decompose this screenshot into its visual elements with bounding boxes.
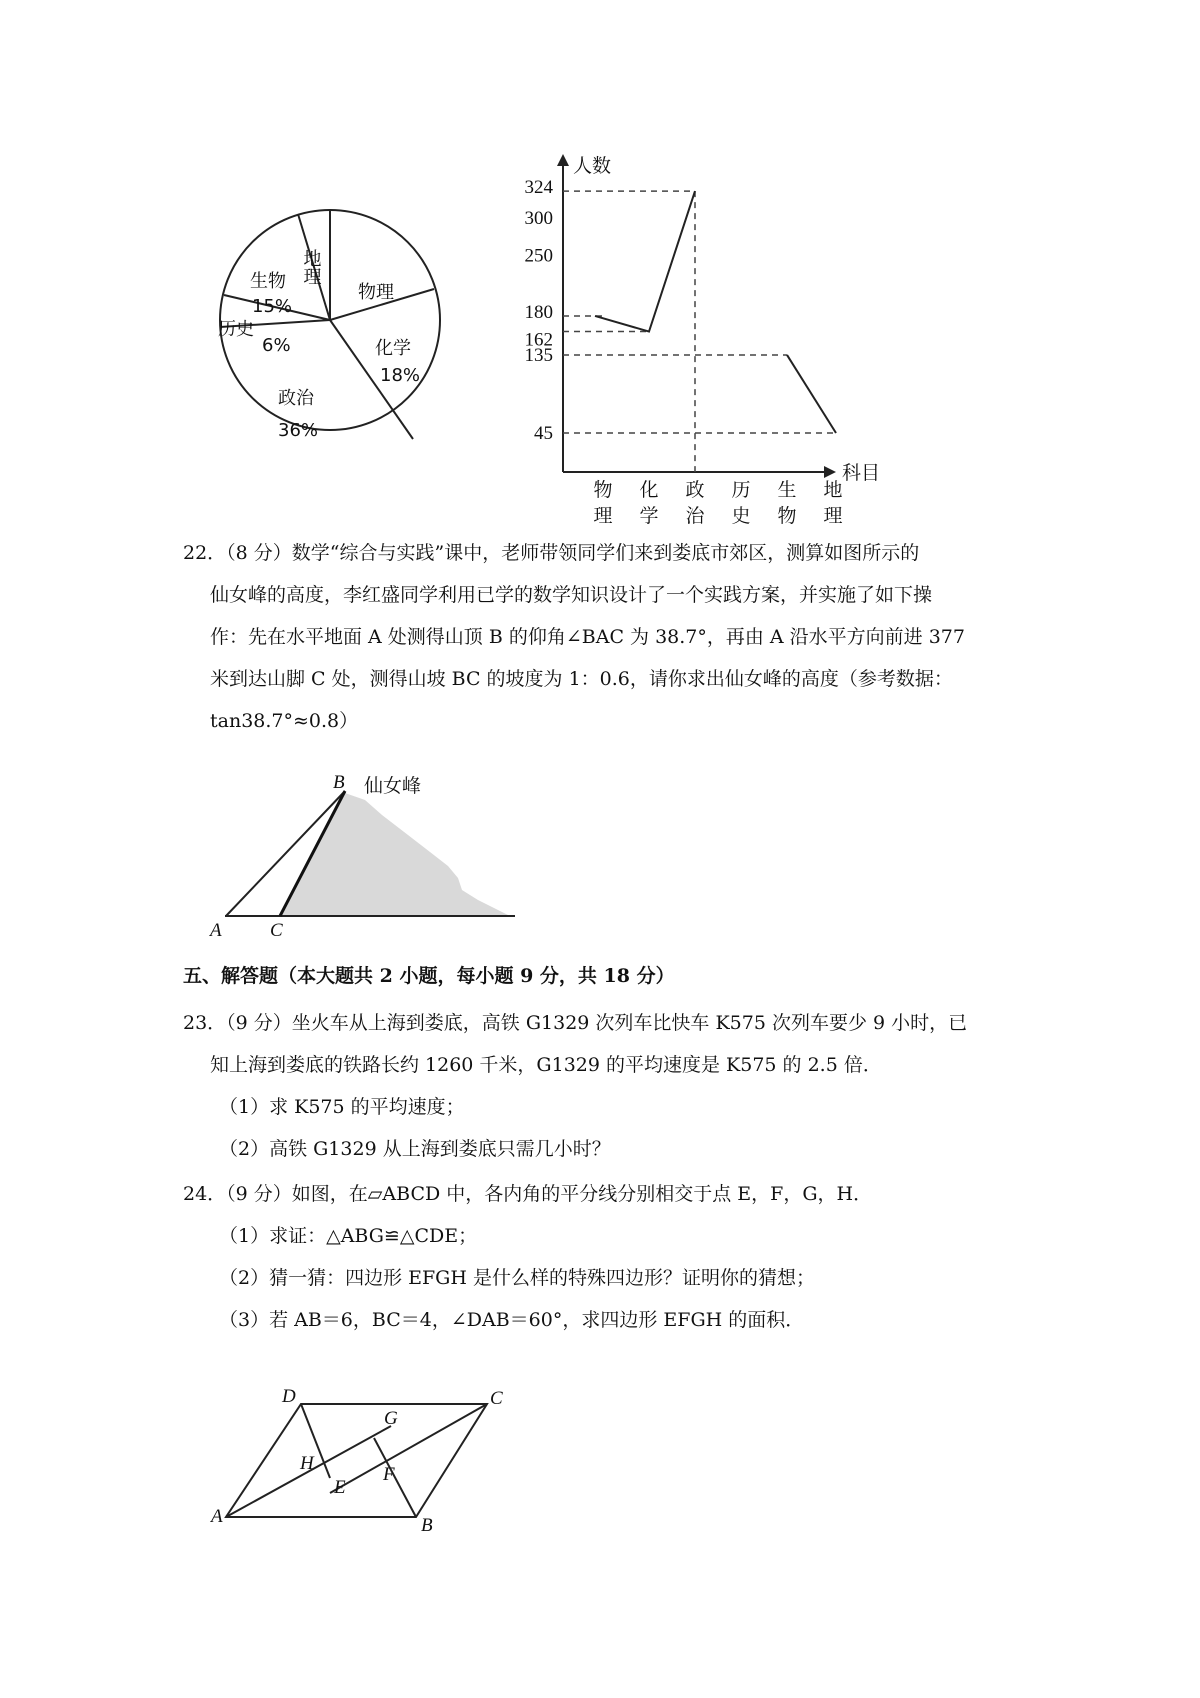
point-label-c: C: [270, 920, 283, 941]
q24-part-3: （3）若 AB＝6，BC＝4，∠DAB＝60°，求四边形 EFGH 的面积．: [219, 1309, 805, 1331]
label-c: C: [490, 1388, 503, 1409]
pie-pct-biology: 15%: [252, 296, 293, 317]
x-category-label: 地: [823, 479, 843, 501]
y-tick-label: 45: [534, 422, 553, 444]
x-category-label: 学: [639, 505, 659, 527]
y-tick-label: 135: [524, 344, 553, 366]
point-label-a: A: [210, 920, 222, 941]
pie-chart: [200, 200, 440, 440]
q23-line-1: 23．（9 分）坐火车从上海到娄底，高铁 G1329 次列车比快车 K575 次列车要少 9 小时，已: [183, 1012, 968, 1034]
label-f: F: [383, 1464, 395, 1485]
bisector-b: [374, 1438, 416, 1517]
x-axis-arrow: [824, 466, 836, 478]
y-axis-label: 人数: [573, 155, 612, 177]
label-g: G: [384, 1408, 398, 1429]
section-5-title-text: 五、解答题（本大题共 2 小题，每小题 9 分，共 18 分）: [183, 965, 675, 987]
q23-part-2: （2）高铁 G1329 从上海到娄底只需几小时？: [219, 1138, 611, 1160]
parallelogram-abcd: [226, 1404, 487, 1517]
pie-label-physics: 物理: [358, 282, 394, 303]
x-axis-label: 科目: [842, 462, 881, 484]
line-chart: [500, 140, 920, 527]
x-category-label: 理: [823, 505, 843, 527]
x-category-label: 物: [777, 505, 797, 527]
pie-label-geography: 地理: [300, 249, 322, 285]
q23-part-1: （1）求 K575 的平均速度；: [219, 1096, 465, 1118]
x-category-label: 理: [593, 505, 613, 527]
x-category-label: 治: [685, 505, 705, 527]
pie-label-politics: 政治: [278, 388, 314, 409]
question-24: [183, 1173, 1033, 1341]
q24-part-1: （1）求证：△ABG≌△CDE；: [219, 1225, 478, 1247]
q23-line-2: 知上海到娄底的铁路长约 1260 千米，G1329 的平均速度是 K575 的 2.5 倍．: [210, 1054, 882, 1076]
pie-label-history: 历史: [218, 319, 254, 340]
question-22: [183, 532, 1033, 742]
y-tick-label: 180: [524, 301, 553, 323]
y-tick-label: 324: [524, 177, 553, 199]
section-5-title: [183, 955, 1033, 997]
label-h: H: [300, 1453, 314, 1474]
point-label-b: B: [333, 772, 345, 793]
q24-line-1: 24．（9 分）如图，在▱ABCD 中，各内角的平分线分别相交于点 E，F，G，H．: [183, 1183, 873, 1205]
series-line-1: [595, 191, 695, 331]
q22-line-5: tan38.7°≈0.8）: [210, 710, 359, 732]
q22-line-2: 仙女峰的高度，李红盛同学利用已学的数学知识设计了一个实践方案，并实施了如下操: [210, 584, 933, 606]
series-line-2: [787, 355, 836, 433]
pie-pct-chemistry: 18%: [380, 365, 421, 386]
parallelogram-figure: [200, 1385, 520, 1545]
q22-line-3: 作：先在水平地面 A 处测得山顶 B 的仰角∠BAC 为 38.7°，再由 A 沿水平方向前进 377: [210, 626, 965, 648]
label-d: D: [282, 1386, 296, 1407]
pie-pct-politics: 36%: [278, 420, 319, 441]
x-category-label: 历: [731, 479, 751, 501]
mountain-title: 仙女峰: [364, 775, 422, 797]
x-category-label: 政: [685, 479, 705, 501]
y-tick-label: 250: [524, 245, 553, 267]
y-tick-label: 162: [524, 329, 553, 351]
pie-label-chemistry: 化学: [375, 338, 411, 359]
question-23: [183, 1002, 1033, 1170]
pie-pct-history: 6%: [262, 335, 291, 356]
mountain-figure: [200, 765, 520, 940]
x-category-label: 物: [593, 479, 613, 501]
pie-label-biology: 生物: [250, 271, 286, 292]
q22-line-4: 米到达山脚 C 处，测得山坡 BC 的坡度为 1：0.6，请你求出仙女峰的高度（参考数据：: [210, 668, 953, 690]
x-category-label: 化: [639, 479, 659, 501]
label-e: E: [334, 1477, 346, 1498]
y-axis-arrow: [557, 154, 569, 166]
x-category-label: 史: [731, 505, 751, 527]
y-tick-label: 300: [524, 207, 553, 229]
q24-part-2: （2）猜一猜：四边形 EFGH 是什么样的特殊四边形？证明你的猜想；: [219, 1267, 815, 1289]
mountain-shape: [280, 793, 510, 916]
q22-line-1: 22．（8 分）数学“综合与实践”课中，老师带领同学们来到娄底市郊区，测算如图所示的: [183, 542, 920, 564]
label-b: B: [421, 1515, 433, 1536]
bisector-c: [330, 1404, 487, 1493]
x-category-label: 生: [777, 479, 797, 501]
label-a: A: [211, 1506, 223, 1527]
